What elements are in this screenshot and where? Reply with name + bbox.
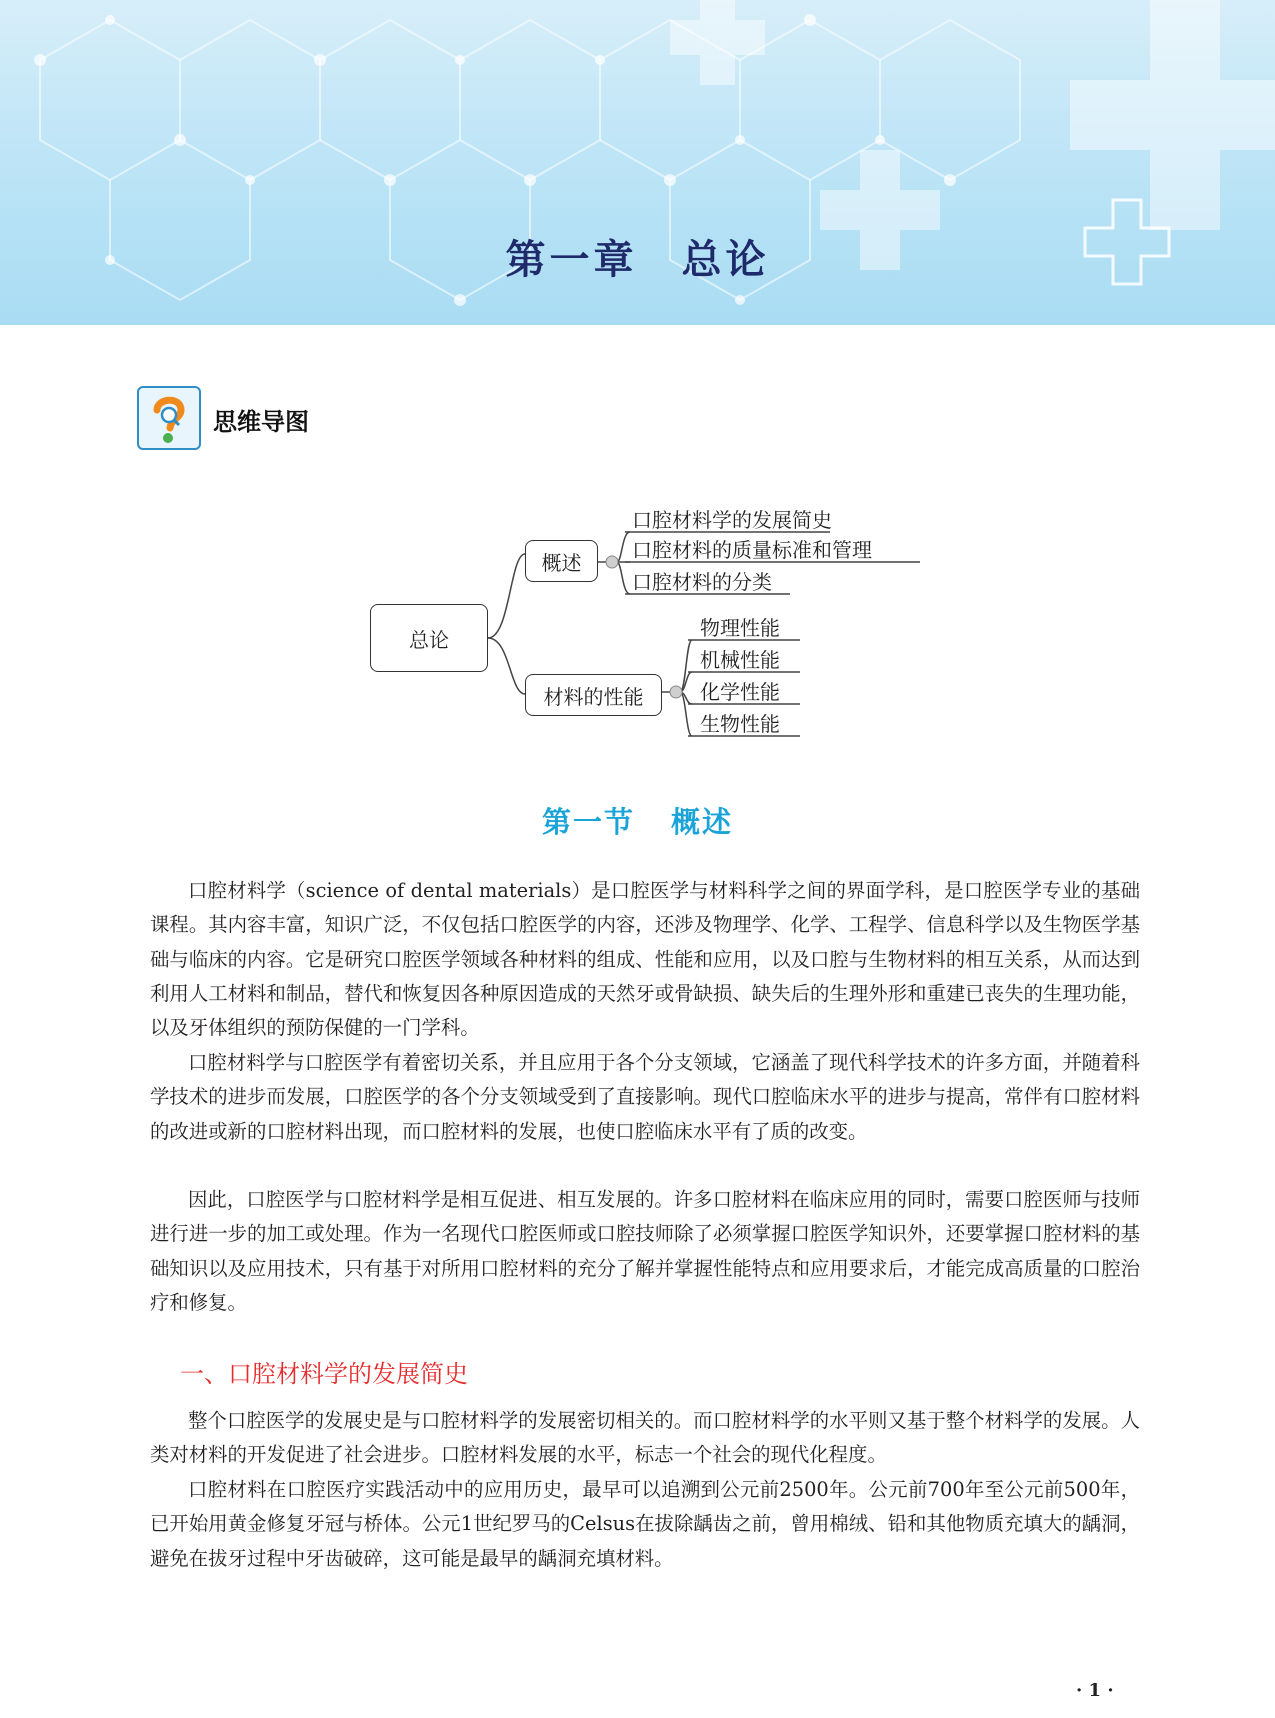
mindmap-label: 思维导图 <box>213 408 309 436</box>
body-paragraph-5: 口腔材料在口腔医疗实践活动中的应用历史，最早可以追溯到公元前2500年。公元前700年至公元前500年，已开始用黄金修复牙冠与桥体。公元1世纪罗马的Celsus在拔除龋齿之前，曾用棉绒、铅和其他物质充填大的龋洞，避免在拔牙过程中牙齿破碎，这可能是最早的龋洞充填材料。 <box>150 1478 1140 1570</box>
body-paragraph-2: 口腔材料学与口腔医学有着密切关系，并且应用于各个分支领域，它涵盖了现代科学技术的许多方面，并随着科学技术的进步而发展，口腔医学的各个分支领域受到了直接影响。现代口腔临床水平的进步与提高，常伴有口腔材料的改进或新的口腔材料出现，而口腔材料的发展，也使口腔临床水平有了质的改变。 <box>150 1051 1140 1143</box>
mindmap-leaf: 口腔材料学的发展简史 <box>632 508 832 532</box>
body-paragraph-3: 因此，口腔医学与口腔材料学是相互促进、相互发展的。许多口腔材料在临床应用的同时，需要口腔医师与技师进行进一步的加工或处理。作为一名现代口腔医师或口腔技师除了必须掌握口腔医学知识外，还要掌握口腔材料的基础知识以及应用技术，只有基于对所用口腔材料的充分了解并掌握性能特点和应用要求后，才能完成高质量的口腔治疗和修复。 <box>150 1188 1140 1314</box>
mindmap-leaf: 物理性能 <box>700 616 780 640</box>
body-paragraph-1: 口腔材料学（science of dental materials）是口腔医学与材料科学之间的界面学科，是口腔医学专业的基础课程。其内容丰富，知识广泛，不仅包括口腔医学的内容，还涉及物理学、化学、工程学、信息科学以及生物医学基础与临床的内容。它是研究口腔医学领域各种材料的组成、性能和应用，以及口腔与生物材料的相互关系，从而达到利用人工材料和制品，替代和恢复因各种原因造成的天然牙或骨缺损、缺失后的生理外形和重建已丧失的生理功能，以及牙体组织的预防保健的一门学科。 <box>150 879 1140 1040</box>
chapter-banner <box>0 0 1275 325</box>
section-name: 概述 <box>671 805 734 839</box>
chapter-label: 第一章 <box>505 236 638 283</box>
mindmap-branch-properties: 材料的性能 <box>525 674 662 716</box>
mindmap-leaf: 生物性能 <box>700 712 780 736</box>
mindmap-leaf: 口腔材料的分类 <box>632 570 772 594</box>
mindmap-branch-overview: 概述 <box>525 540 598 582</box>
page-number: · 1 · <box>1076 1680 1114 1701</box>
subsection-title: 一、口腔材料学的发展简史 <box>180 1360 468 1388</box>
chapter-title <box>0 228 1275 285</box>
body-paragraph-4: 整个口腔医学的发展史是与口腔材料学的发展密切相关的。而口腔材料学的水平则又基于整个材料学的发展。人类对材料的开发促进了社会进步。口腔材料发展的水平，标志一个社会的现代化程度。 <box>150 1409 1140 1467</box>
mindmap-leaf: 机械性能 <box>700 648 780 672</box>
section-number: 第一节 <box>541 805 635 839</box>
mindmap-icon <box>137 386 201 450</box>
mindmap-root: 总论 <box>370 604 488 672</box>
mindmap-diagram <box>360 500 920 780</box>
mindmap-leaf: 口腔材料的质量标准和管理 <box>632 538 872 562</box>
chapter-name: 总论 <box>681 236 770 283</box>
mindmap-leaf: 化学性能 <box>700 680 780 704</box>
question-mark-search-icon <box>139 388 199 448</box>
section-title <box>0 800 1275 841</box>
